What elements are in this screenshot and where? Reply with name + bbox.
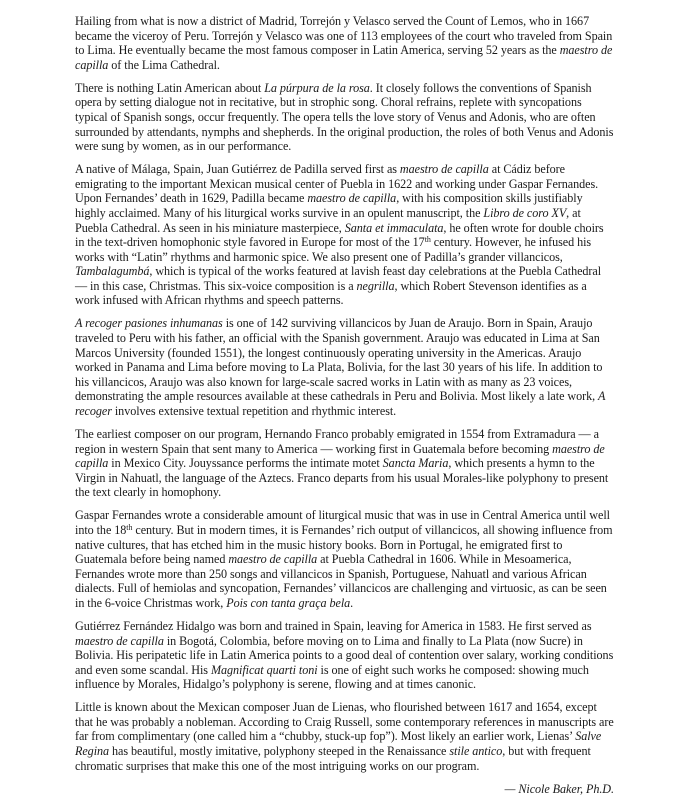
body-text: has beautiful, mostly imitative, polyphony steeped in the Renaissance: [109, 744, 450, 759]
italic-title-text: Santa et immaculata: [344, 220, 444, 235]
paragraph-purpura-de-la-rosa: [75, 81, 614, 154]
body-text: . It closely follows the conventions of Spanish opera by setting dialogue not in recitative, but in strophic song. Choral refrains, replete with syncopations typical of Spanish songs, occur frequently. The opera tells the love story of Venus and Adonis, who are often surrounded by attendants, nymphs and shepherds. In the original production, the roles of both Venus and Adonis were sung by women, as in our performance.: [75, 80, 614, 154]
body-text: Gutiérrez Fernández Hidalgo was born and trained in Spain, leaving for America in 1583. He first served as: [75, 618, 592, 633]
paragraph-fernandes: [75, 508, 614, 610]
paragraph-araujo: [75, 316, 614, 418]
italic-title-text: stile antico: [449, 744, 503, 759]
body-text: in Bogotá, Colombia, before moving on to Lima and finally to La Plata (now Sucre) in Bolivia. His peripatetic life in Latin America points to a good deal of contention over salary, working conditions and even some scandal. His: [75, 633, 614, 677]
body-text: , at Puebla Cathedral. As seen in his miniature masterpiece,: [75, 205, 581, 235]
body-text: , which Robert Stevenson identifies as a work infused with African rhythms and speech patterns.: [75, 278, 587, 308]
body-text: , which is typical of the works featured at lavish feast day celebrations at the Puebla Cathedral — in this case, Christmas. This six-voice composition is a: [75, 264, 602, 293]
italic-title-text: maestro de capilla: [399, 162, 489, 177]
body-text: , but with frequent chromatic surprises that make this one of the most intriguing works on our program.: [75, 744, 591, 773]
body-text: .: [350, 595, 354, 610]
superscript-text: th: [126, 522, 133, 532]
body-text: There is nothing Latin American about: [75, 80, 265, 95]
italic-title-text: maestro de capilla: [75, 43, 613, 72]
italic-title-text: A recoger pasiones inhumanas: [75, 316, 223, 331]
paragraph-franco: [75, 427, 614, 500]
body-text: at Cádiz before emigrating to the important Mexican musical center of Puebla in 1622 and working under Gaspar Fernandes. Upon Fernandes’ death in 1629, Padilla became: [75, 162, 599, 206]
body-text: A native of Málaga, Spain, Juan Gutiérrez de Padilla served first as: [75, 162, 400, 177]
superscript-text: th: [424, 235, 431, 245]
body-text: century. But in modern times, it is Fernandes’ rich output of villancicos, all showing influence from native cultures, that has etched him in the music history books. Born in Portugal, he emigrated first to Guatemala before being named: [75, 522, 613, 567]
body-text: Little is known about the Mexican composer Juan de Lienas, who flourished between 1617 and 1654, except that he was probably a nobleman. According to Craig Russell, some contemporary references in manuscripts are far from complimentary (one called him a “chubby, stuck-up fop”). Most likely an earlier work, Lienas’: [75, 700, 614, 744]
italic-title-text: Sancta Maria: [382, 456, 449, 471]
body-text: involves extensive textual repetition and rhythmic interest.: [111, 404, 397, 419]
body-text: Hailing from what is now a district of Madrid, Torrejón y Velasco served the Count of Lemos, who in 1667 became the viceroy of Peru. Torrejón y Velasco was one of 113 employees of the court who traveled from Spain to Lima. He eventually became the most famous composer in Latin America, serving 52 years as the: [75, 14, 613, 58]
italic-title-text: Pois con tanta graça bela: [226, 595, 351, 610]
body-text: The earliest composer on our program, Hernando Franco probably emigrated in 1554 from Extramadura — a region in western Spain that sent many to America — working first in Guatemala before becoming: [75, 427, 599, 456]
body-text: at Puebla Cathedral in 1606. While in Mesoamerica, Fernandes wrote more than 250 songs and villancicos in Spanish, Portuguese, Nahuatl and various African dialects. Full of hemiolas and syncopation, Fernandes’ villancicos are challenging and virtuosic, as can be seen in the 6-voice Christmas work,: [75, 552, 607, 610]
italic-title-text: Magnificat quarti toni: [210, 662, 318, 677]
italic-title-text: maestro de capilla: [75, 633, 164, 648]
paragraph-torrejon: [75, 14, 614, 72]
italic-title-text: maestro de capilla: [75, 441, 605, 471]
body-text: , which presents a hymn to the Virgin in Nahuatl, the language of the Aztecs. Franco departs from his usual Morales-like polyphony to present the text clearly in homophony.: [75, 456, 609, 500]
body-text: , he often wrote for double choirs in the text-driven homophonic style favored in Europe for most of the 17: [75, 220, 604, 250]
body-text: , with his composition skills justifiably highly acclaimed. Many of his liturgical works survive in an opulent manuscript, the: [75, 191, 583, 220]
italic-title-text: Tambalagumbá: [75, 264, 150, 279]
body-text: century. However, he infused his works with “Latin” rhythms and harmonic spice. We also present one of Padilla’s grander villancicos,: [75, 235, 592, 264]
italic-title-text: negrilla: [356, 278, 395, 293]
paragraph-hidalgo: [75, 619, 614, 692]
body-text: in Mexico City. Jouyssance performs the intimate motet: [108, 456, 383, 471]
italic-title-text: A recoger: [75, 389, 606, 419]
italic-title-text: maestro de capilla: [307, 191, 397, 206]
body-text: is one of 142 surviving villancicos by Juan de Araujo. Born in Spain, Araujo traveled to Peru with his father, an official with the Spanish government. Araujo was educated in Lima at San Marcos University (founded 1551), the longest continuously operating university in the Americas. Araujo worked in Panama and Lima before moving to La Plata, Bolivia, for the last 30 years of his life. In addition to his villancicos, Araujo was also known for large-scale sacred works in Latin with as many as 23 voices, demonstrating the ample resources available at these cathedrals in Peru and Bolivia. Most likely a late work,: [75, 316, 603, 404]
body-text: of the Lima Cathedral.: [108, 57, 220, 72]
body-text: Gaspar Fernandes wrote a considerable amount of liturgical music that was in use in Central America until well into the 18: [75, 508, 610, 537]
italic-title-text: maestro de capilla: [228, 552, 318, 567]
italic-title-text: Libro de coro XV: [483, 205, 567, 220]
body-text: is one of eight such works he composed: showing much influence by Morales, Hidalgo’s polyphony is serene, flowing and at times canonic.: [75, 662, 589, 692]
italic-title-text: Salve Regina: [75, 729, 602, 759]
paragraph-padilla: [75, 162, 614, 308]
paragraph-lienas: [75, 700, 614, 773]
author-signature: — Nicole Baker, Ph.D.: [504, 781, 614, 796]
italic-title-text: La púrpura de la rosa: [264, 80, 370, 95]
